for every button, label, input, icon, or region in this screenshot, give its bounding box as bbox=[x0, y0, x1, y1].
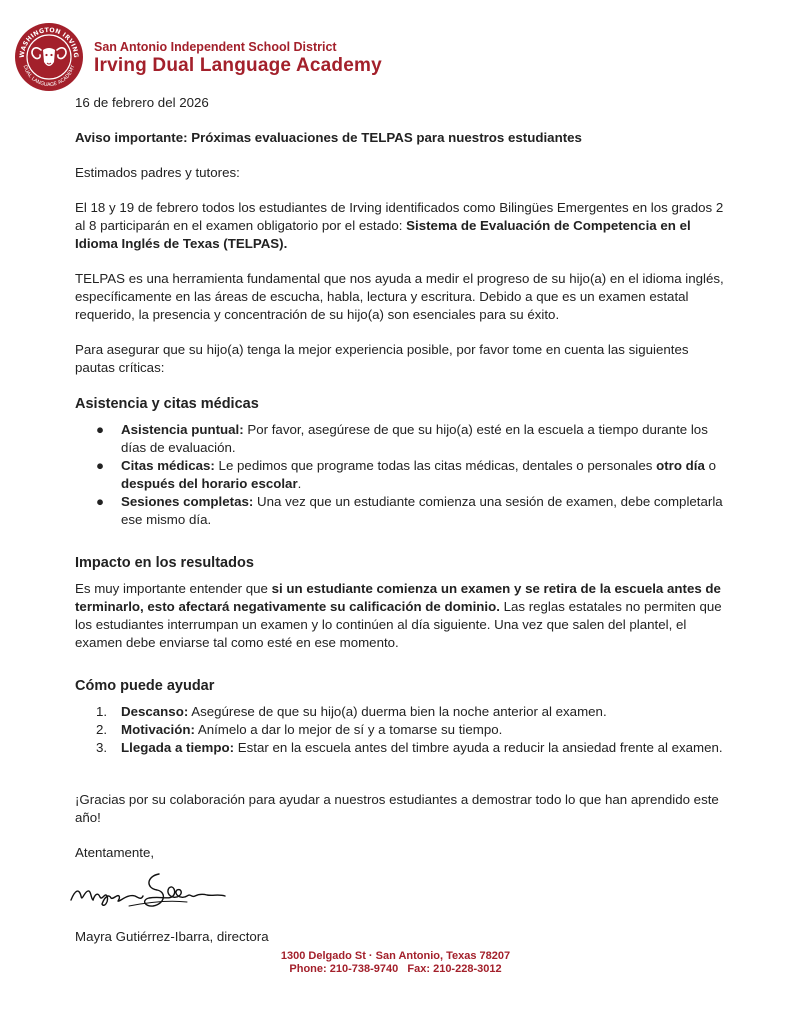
item-label: Sesiones completas: bbox=[121, 494, 254, 509]
letter-body bbox=[75, 94, 725, 946]
impact-text: Es muy importante entender que bbox=[75, 581, 272, 596]
intro-text: El 18 y 19 de febrero todos los estudiantes de Irving identificados como Bilingües Emergentes en los grados 2 al 8 participarán en el examen obligatorio por el estado: bbox=[75, 200, 724, 233]
footer-phones: Phone: 210-738-9740 Fax: 210-228-3012 bbox=[289, 963, 502, 975]
district-name: San Antonio Independent School District bbox=[94, 40, 337, 54]
closing: Atentamente, bbox=[75, 845, 155, 860]
item-text: o bbox=[704, 458, 716, 473]
signature-image bbox=[69, 866, 239, 918]
list-item bbox=[75, 739, 725, 757]
bullet-icon: ● bbox=[96, 458, 105, 473]
svg-text:DUAL LANGUAGE ACADEMY: DUAL LANGUAGE ACADEMY bbox=[21, 64, 77, 89]
item-bold: después del horario escolar bbox=[121, 476, 298, 491]
footer bbox=[0, 950, 791, 976]
paragraph-guidelines: Para asegurar que su hijo(a) tenga la mejor experiencia posible, por favor tome en cuenta las siguientes pautas críticas: bbox=[75, 342, 689, 375]
bullet-icon: ● bbox=[96, 422, 105, 437]
intro-bold: Sistema de Evaluación de Competencia en el Idioma Inglés de Texas (TELPAS). bbox=[75, 218, 691, 251]
signer-name: Mayra Gutiérrez-Ibarra, directora bbox=[75, 929, 269, 944]
paragraph-intro bbox=[75, 199, 725, 253]
letter-subject: Aviso importante: Próximas evaluaciones de TELPAS para nuestros estudiantes bbox=[75, 130, 582, 145]
item-text: Por favor, asegúrese de que su hijo(a) esté en la escuela a tiempo durante los días de evaluación. bbox=[121, 422, 708, 455]
item-text: Estar en la escuela antes del timbre ayuda a reducir la ansiedad frente al examen. bbox=[234, 740, 723, 755]
item-label: Descanso: bbox=[121, 704, 189, 719]
list-item bbox=[75, 493, 725, 529]
letterhead bbox=[14, 22, 414, 92]
section-heading-attendance: Asistencia y citas médicas bbox=[75, 396, 259, 412]
item-number: 1. bbox=[96, 704, 108, 719]
greeting: Estimados padres y tutores: bbox=[75, 165, 240, 180]
list-item bbox=[75, 421, 725, 457]
bullet-icon: ● bbox=[96, 494, 105, 509]
item-bold: otro día bbox=[656, 458, 705, 473]
attendance-list bbox=[75, 421, 725, 529]
item-label: Motivación: bbox=[121, 722, 195, 737]
item-label: Citas médicas: bbox=[121, 458, 215, 473]
svg-text:WASHINGTON IRVING: WASHINGTON IRVING bbox=[18, 26, 80, 59]
item-label: Asistencia puntual: bbox=[121, 422, 244, 437]
paragraph-thanks: ¡Gracias por su colaboración para ayudar a nuestros estudiantes a demostrar todo lo que han aprendido este año! bbox=[75, 792, 719, 825]
item-text: Anímelo a dar lo mejor de sí y a tomarse su tiempo. bbox=[194, 722, 503, 737]
list-item bbox=[75, 703, 725, 721]
help-list bbox=[75, 703, 725, 757]
section-heading-impact: Impacto en los resultados bbox=[75, 555, 254, 571]
signature bbox=[69, 866, 725, 918]
item-number: 3. bbox=[96, 740, 108, 755]
impact-bold: si un estudiante comienza un examen y se retira de la escuela antes de terminarlo, esto afectará negativamente su calificación de dominio. bbox=[75, 581, 721, 614]
school-seal-logo bbox=[14, 22, 84, 92]
footer-address: 1300 Delgado St · San Antonio, Texas 78207 bbox=[280, 950, 511, 962]
item-text: . bbox=[297, 476, 302, 491]
letter-date: 16 de febrero del 2026 bbox=[75, 95, 209, 110]
paragraph-telpas: TELPAS es una herramienta fundamental que nos ayuda a medir el progreso de su hijo(a) en el idioma inglés, específicamente en las áreas de escucha, habla, lectura y escritura. Debido a que es un examen estatal requerido, la presencia y concentración de su hijo(a) son esenciales para su éxito. bbox=[75, 271, 724, 322]
item-text: Asegúrese de que su hijo(a) duerma bien la noche anterior al examen. bbox=[188, 704, 607, 719]
section-heading-help: Cómo puede ayudar bbox=[75, 678, 215, 694]
list-item bbox=[75, 457, 725, 493]
item-number: 2. bbox=[96, 722, 108, 737]
item-text: Una vez que un estudiante comienza una sesión de examen, debe completarla ese mismo día. bbox=[121, 494, 723, 527]
item-label: Llegada a tiempo: bbox=[121, 740, 235, 755]
impact-text: Las reglas estatales no permiten que los estudiantes interrumpan un examen y lo continúen al día siguiente. Una vez que salen del plantel, el examen debe enviarse tal como esté en ese momento. bbox=[75, 599, 722, 650]
item-text: Le pedimos que programe todas las citas médicas, dentales o personales bbox=[214, 458, 657, 473]
academy-name: Irving Dual Language Academy bbox=[94, 55, 382, 76]
list-item bbox=[75, 721, 725, 739]
paragraph-impact bbox=[75, 580, 725, 652]
